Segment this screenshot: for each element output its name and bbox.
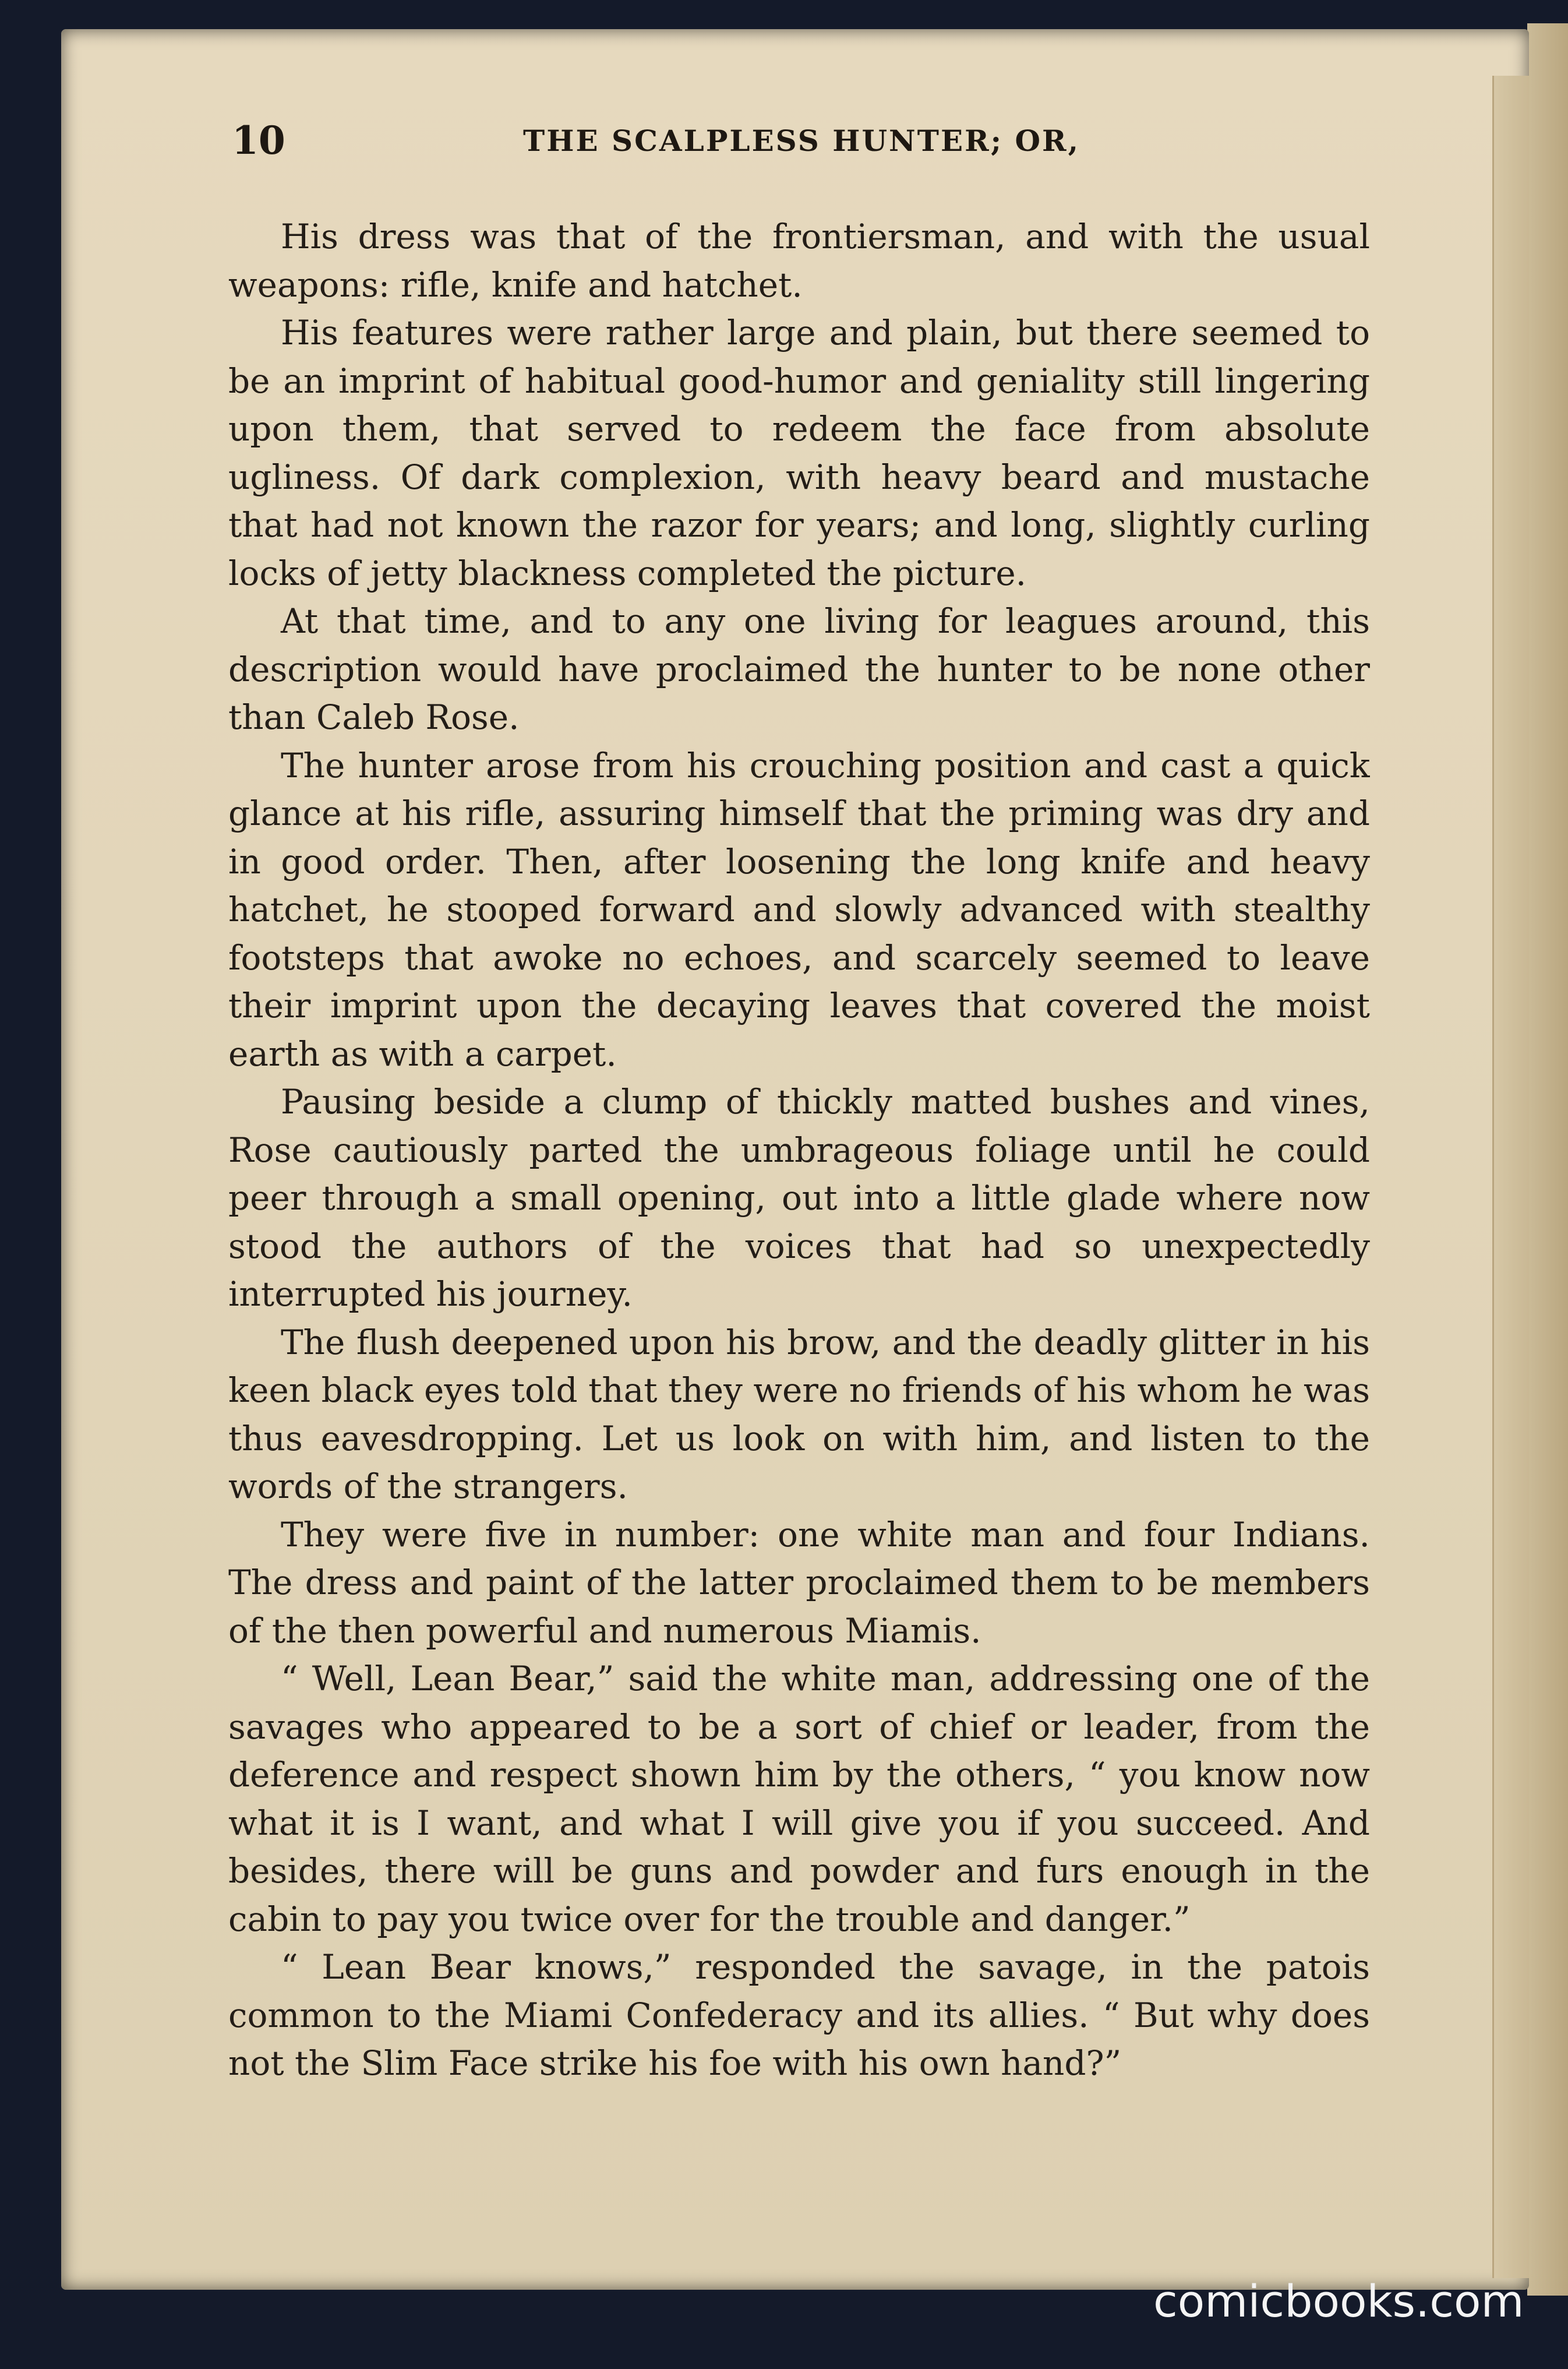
paragraph-white-man-speech: “ Well, Lean Bear,” said the white man, addressing one of the savages who appeared to be a sort of chief or leader, from the deference and respect shown him by the others, “ you know now what it is I want, and what I will give you if you succeed. And besides, there will be guns and powder and furs enough in the cabin to pay you twice over for the trouble and danger.” — [228, 1659, 1370, 1939]
paragraph-lean-bear-reply: “ Lean Bear knows,” responded the savage, in the patois common to the Miami Confederacy and its allies. “ But why does not the Slim Face strike his foe with his own hand?” — [228, 1947, 1370, 2083]
paragraph-hunter-arose: The hunter arose from his crouching position and cast a quick glance at his rifle, assuring himself that the priming was dry and in good order. Then, after loosening the long knife and heavy hatchet, he stooped forward and slowly advanced with stealthy footsteps that awoke no echoes, and scarcely seemed to leave their imprint upon the decaying leaves that covered the moist earth as with a carpet. — [228, 745, 1370, 1074]
site-watermark: comicbooks.com — [1153, 2275, 1524, 2327]
paragraph-five-in-number: They were five in number: one white man and four Indians. The dress and paint of the latter proclaimed them to be members of the then powerful and numerous Miamis. — [228, 1514, 1370, 1651]
adjacent-page-edge — [1527, 23, 1568, 2296]
running-title: THE SCALPLESS HUNTER; OR, — [523, 124, 1080, 158]
body-text — [228, 213, 1370, 2135]
paragraph-description: At that time, and to any one living for leagues around, this description would have proclaimed the hunter to be none other than Caleb Rose. — [228, 601, 1370, 737]
running-head — [232, 118, 1368, 164]
paragraph-features: His features were rather large and plain, but there seemed to be an imprint of habitual good-humor and geniality still lingering upon them, that served to redeem the face from absolute ugliness. Of dark complexion, with heavy beard and mustache that had not known the razor for years; and long, slightly curling locks of jetty blackness completed the picture. — [228, 313, 1370, 593]
page-fold-shadow — [1492, 76, 1529, 2278]
paragraph-pausing: Pausing beside a clump of thickly matted bushes and vines, Rose cautiously parted the umbrageous foliage until he could peer through a small opening, out into a little glade where now stood the authors of the voices that had so unexpectedly interrupted his journey. — [228, 1082, 1370, 1314]
paragraph-dress: His dress was that of the frontiersman, and with the usual weapons: rifle, knife and hatchet. — [228, 217, 1370, 305]
page-number: 10 — [232, 118, 285, 163]
paragraph-flush: The flush deepened upon his brow, and the deadly glitter in his keen black eyes told that they were no friends of his whom he was thus eavesdropping. Let us look on with him, and listen to the words of the strangers. — [228, 1322, 1370, 1506]
